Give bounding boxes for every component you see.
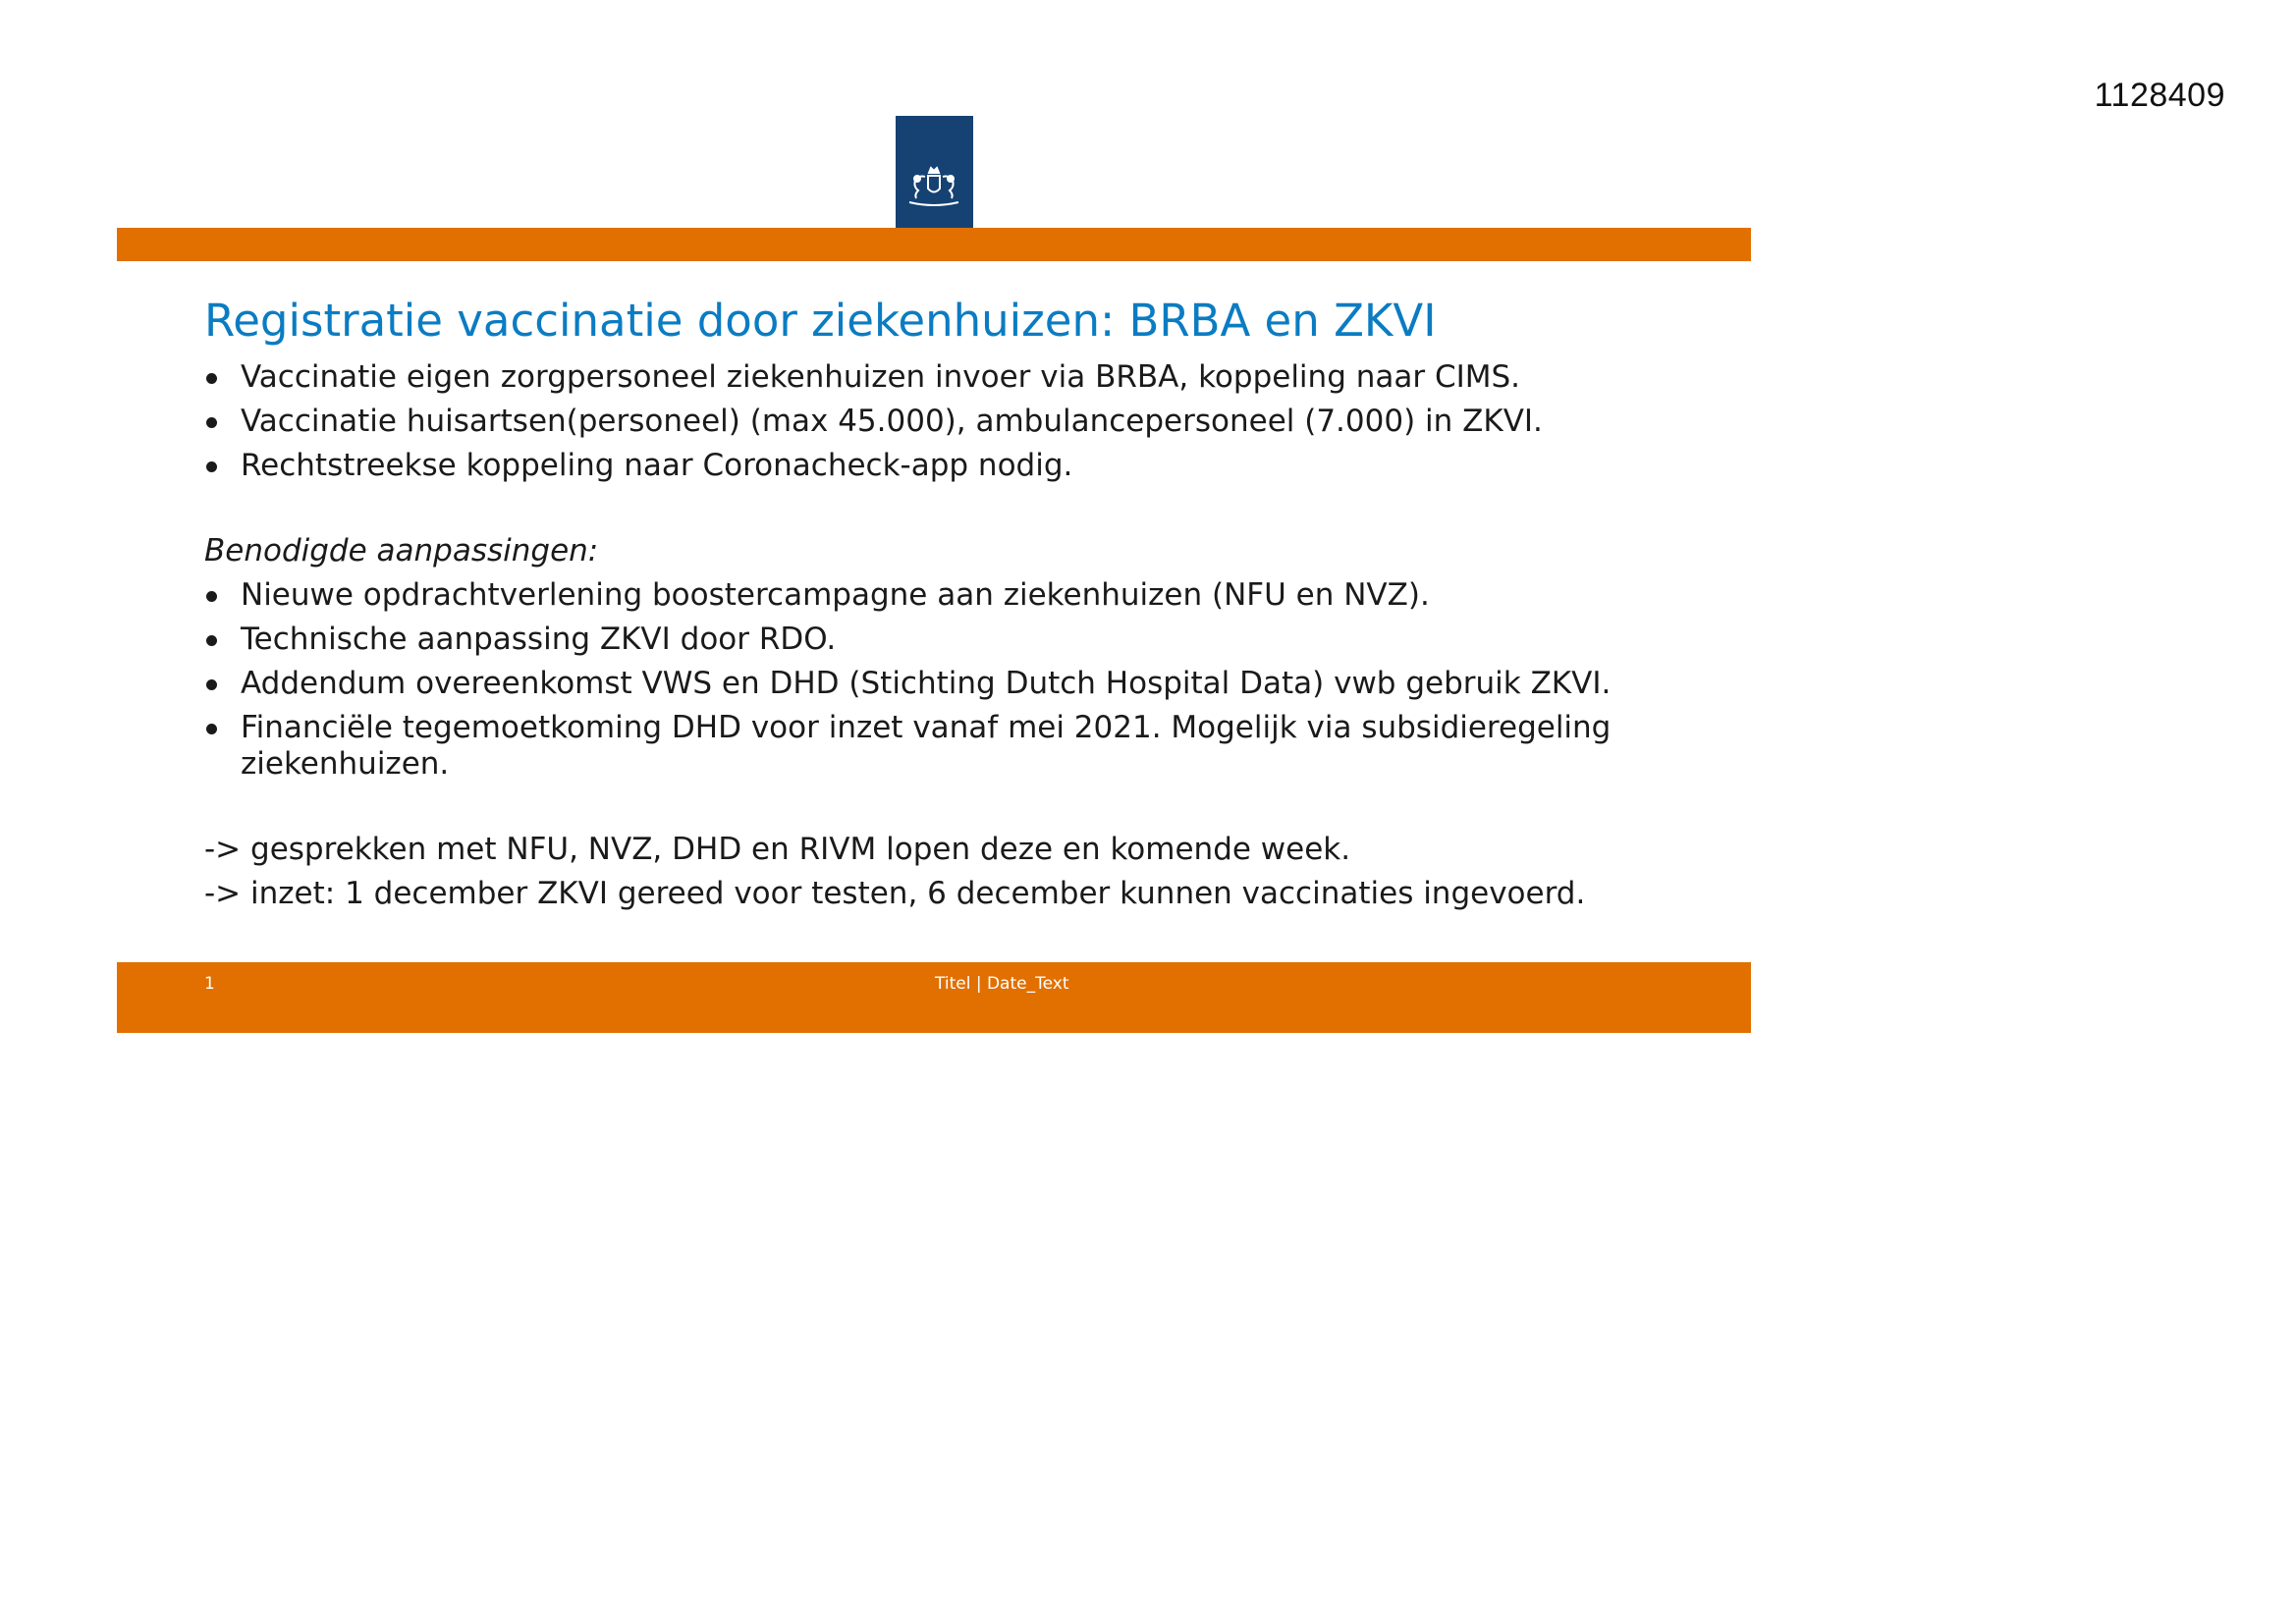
footer-text: Titel | Date_Text <box>935 974 1069 994</box>
arrow-note: -> gesprekken met NFU, NVZ, DHD en RIVM lopen deze en komende week. <box>204 832 1351 867</box>
list-item-text: Vaccinatie eigen zorgpersoneel ziekenhuizen invoer via BRBA, koppeling naar CIMS. <box>241 359 1521 395</box>
slide-content <box>204 293 1717 920</box>
list-item-text: Rechtstreekse koppeling naar Coronacheck-app nodig. <box>241 448 1073 483</box>
bullet-icon <box>206 417 217 428</box>
list-item <box>204 577 1717 614</box>
bullet-icon <box>206 679 217 690</box>
arrow-note: -> inzet: 1 december ZKVI gereed voor testen, 6 december kunnen vaccinaties ingevoerd. <box>204 876 1586 911</box>
bullet-icon <box>206 373 217 384</box>
list-item-text: Vaccinatie huisartsen(personeel) (max 45.000), ambulancepersoneel (7.000) in ZKVI. <box>241 404 1543 439</box>
list-item <box>204 622 1717 658</box>
bullet-list-changes <box>204 577 1717 783</box>
spacer <box>204 790 1717 832</box>
document-id: 1128409 <box>2094 77 2225 114</box>
bullet-icon <box>206 591 217 602</box>
slide-title: Registratie vaccinatie door ziekenhuizen: BRBA en ZKVI <box>204 295 1437 347</box>
spacer <box>204 492 1717 533</box>
list-item-text: Addendum overeenkomst VWS en DHD (Stichting Dutch Hospital Data) vwb gebruik ZKVI. <box>241 666 1612 701</box>
slide <box>117 116 1751 1033</box>
footer-bar <box>117 962 1751 1033</box>
list-item <box>204 666 1717 702</box>
subheading: Benodigde aanpassingen: <box>204 533 599 568</box>
list-item <box>204 710 1717 783</box>
bullet-icon <box>206 724 217 734</box>
list-item-text: Financiële tegemoetkoming DHD voor inzet vanaf mei 2021. Mogelijk via subsidieregeling ziekenhuizen. <box>241 710 1612 782</box>
rijksoverheid-logo <box>896 116 973 228</box>
list-item <box>204 359 1717 396</box>
bullet-icon <box>206 461 217 472</box>
list-item <box>204 448 1717 484</box>
bullet-icon <box>206 635 217 646</box>
page-number: 1 <box>204 974 215 994</box>
list-item <box>204 404 1717 440</box>
bullet-list-overview <box>204 359 1717 484</box>
list-item-text: Technische aanpassing ZKVI door RDO. <box>241 622 837 657</box>
top-orange-bar <box>117 228 1751 261</box>
list-item-text: Nieuwe opdrachtverlening boostercampagne aan ziekenhuizen (NFU en NVZ). <box>241 577 1430 613</box>
coat-of-arms-icon <box>903 165 965 208</box>
